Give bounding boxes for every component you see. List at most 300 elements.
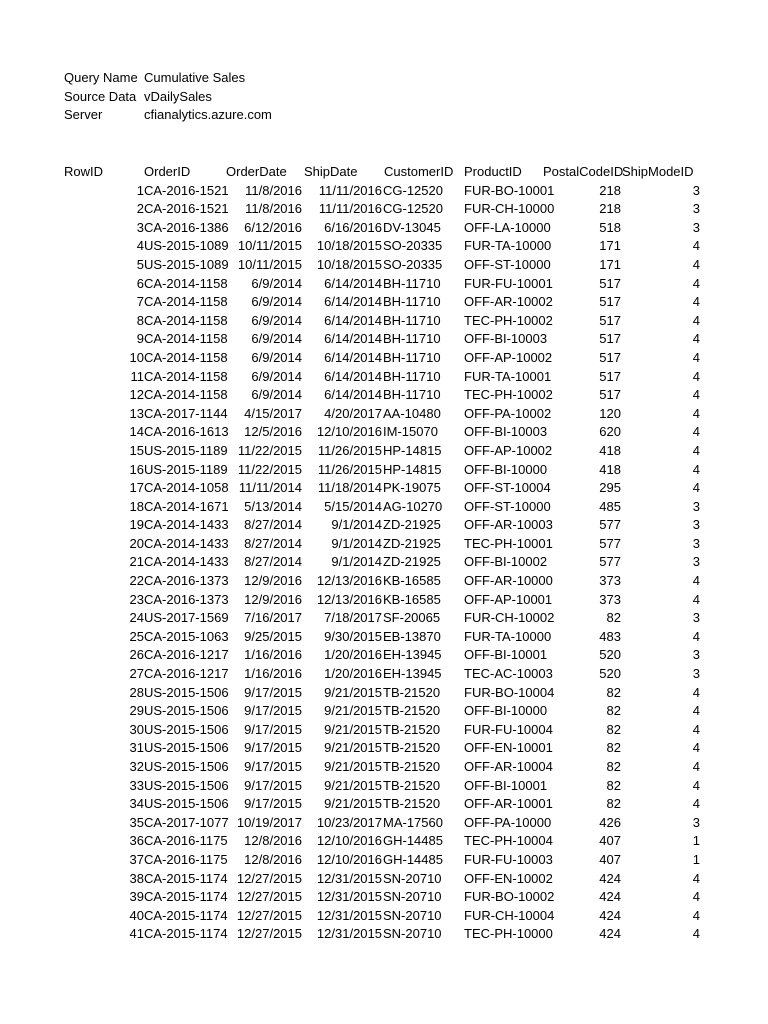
- cell-rowid[interactable]: 35: [129, 814, 144, 830]
- cell-orderid[interactable]: CA-2014-1433: [144, 535, 229, 551]
- cell-customerid[interactable]: SF-20065: [383, 610, 441, 626]
- cell-rowid[interactable]: 19: [129, 517, 144, 533]
- cell-shipmodeid[interactable]: 4: [692, 442, 700, 458]
- cell-orderdate[interactable]: 12/27/2015: [236, 889, 302, 905]
- cell-orderdate[interactable]: 11/8/2016: [245, 201, 302, 217]
- cell-postalcodeid[interactable]: 424: [599, 926, 621, 942]
- cell-postalcodeid[interactable]: 418: [599, 461, 621, 477]
- cell-productid[interactable]: OFF-ST-10000: [464, 256, 551, 272]
- cell-customerid[interactable]: DV-13045: [383, 219, 441, 235]
- cell-shipdate[interactable]: 12/13/2016: [316, 591, 382, 607]
- cell-orderid[interactable]: US-2015-1506: [144, 740, 229, 756]
- header-customerid[interactable]: CustomerID: [384, 164, 454, 179]
- cell-productid[interactable]: FUR-TA-10000: [464, 238, 552, 254]
- cell-shipdate[interactable]: 12/31/2015: [316, 907, 382, 923]
- cell-productid[interactable]: FUR-TA-10001: [464, 368, 552, 384]
- cell-orderdate[interactable]: 10/11/2015: [237, 256, 302, 272]
- cell-productid[interactable]: TEC-PH-10001: [464, 535, 553, 551]
- cell-shipmodeid[interactable]: 4: [692, 721, 700, 737]
- cell-customerid[interactable]: GH-14485: [383, 833, 443, 849]
- cell-orderid[interactable]: CA-2015-1174: [144, 907, 228, 923]
- cell-productid[interactable]: OFF-BI-10000: [464, 703, 548, 719]
- cell-productid[interactable]: OFF-BI-10000: [464, 461, 548, 477]
- cell-orderdate[interactable]: 6/9/2014: [251, 331, 302, 347]
- cell-orderid[interactable]: CA-2014-1671: [144, 498, 229, 514]
- cell-orderdate[interactable]: 11/22/2015: [237, 442, 302, 458]
- cell-customerid[interactable]: KB-16585: [383, 591, 441, 607]
- cell-productid[interactable]: OFF-AR-10001: [464, 796, 553, 812]
- cell-productid[interactable]: OFF-BI-10001: [464, 777, 548, 793]
- cell-orderdate[interactable]: 6/9/2014: [251, 387, 302, 403]
- header-postalcodeid[interactable]: PostalCodeID: [543, 164, 624, 179]
- cell-shipdate[interactable]: 6/14/2014: [324, 368, 382, 384]
- cell-orderid[interactable]: CA-2014-1158: [144, 368, 228, 384]
- query-name-value[interactable]: Cumulative Sales: [144, 70, 246, 85]
- header-shipmodeid[interactable]: ShipModeID: [622, 164, 694, 179]
- cell-customerid[interactable]: EH-13945: [383, 666, 442, 682]
- cell-shipdate[interactable]: 9/21/2015: [324, 703, 382, 719]
- cell-postalcodeid[interactable]: 424: [599, 889, 621, 905]
- cell-postalcodeid[interactable]: 171: [599, 238, 621, 254]
- cell-customerid[interactable]: BH-11710: [383, 368, 441, 384]
- cell-postalcodeid[interactable]: 426: [599, 814, 621, 830]
- cell-orderdate[interactable]: 6/9/2014: [251, 294, 302, 310]
- cell-customerid[interactable]: BH-11710: [383, 387, 441, 403]
- cell-shipmodeid[interactable]: 4: [692, 349, 700, 365]
- cell-rowid[interactable]: 14: [129, 424, 144, 440]
- cell-productid[interactable]: OFF-ST-10000: [464, 498, 551, 514]
- cell-orderdate[interactable]: 9/17/2015: [244, 721, 302, 737]
- cell-postalcodeid[interactable]: 82: [606, 777, 621, 793]
- cell-shipdate[interactable]: 9/21/2015: [324, 796, 382, 812]
- cell-rowid[interactable]: 25: [129, 628, 144, 644]
- cell-customerid[interactable]: MA-17560: [383, 814, 443, 830]
- cell-shipmodeid[interactable]: 4: [692, 740, 700, 756]
- cell-orderid[interactable]: CA-2016-1217: [144, 647, 229, 663]
- cell-productid[interactable]: TEC-PH-10002: [464, 387, 553, 403]
- cell-shipdate[interactable]: 6/14/2014: [324, 312, 382, 328]
- cell-rowid[interactable]: 18: [129, 498, 144, 514]
- cell-orderid[interactable]: CA-2016-1373: [144, 573, 229, 589]
- cell-shipmodeid[interactable]: 4: [692, 368, 700, 384]
- cell-orderid[interactable]: CA-2015-1174: [144, 889, 228, 905]
- cell-productid[interactable]: OFF-AP-10002: [464, 349, 553, 365]
- cell-orderdate[interactable]: 11/8/2016: [245, 182, 302, 198]
- cell-shipdate[interactable]: 6/16/2016: [324, 219, 382, 235]
- cell-rowid[interactable]: 11: [130, 368, 144, 384]
- cell-shipmodeid[interactable]: 4: [692, 461, 700, 477]
- cell-shipmodeid[interactable]: 4: [692, 889, 700, 905]
- cell-shipmodeid[interactable]: 3: [692, 517, 700, 533]
- cell-customerid[interactable]: TB-21520: [383, 740, 441, 756]
- cell-orderdate[interactable]: 6/12/2016: [244, 219, 302, 235]
- cell-customerid[interactable]: PK-19075: [383, 480, 441, 496]
- cell-rowid[interactable]: 10: [129, 349, 144, 365]
- cell-shipdate[interactable]: 10/18/2015: [316, 238, 382, 254]
- cell-shipmodeid[interactable]: 4: [692, 238, 700, 254]
- cell-customerid[interactable]: BH-11710: [383, 275, 441, 291]
- cell-shipmodeid[interactable]: 4: [692, 256, 700, 272]
- cell-orderid[interactable]: CA-2016-1217: [144, 666, 229, 682]
- cell-shipmodeid[interactable]: 4: [692, 796, 700, 812]
- cell-postalcodeid[interactable]: 620: [599, 424, 621, 440]
- cell-postalcodeid[interactable]: 295: [599, 480, 621, 496]
- cell-shipdate[interactable]: 1/20/2016: [324, 666, 382, 682]
- cell-shipdate[interactable]: 6/14/2014: [324, 387, 382, 403]
- cell-customerid[interactable]: EB-13870: [383, 628, 441, 644]
- cell-postalcodeid[interactable]: 483: [599, 628, 621, 644]
- cell-orderdate[interactable]: 12/9/2016: [244, 591, 302, 607]
- cell-shipdate[interactable]: 9/30/2015: [324, 628, 382, 644]
- cell-shipdate[interactable]: 12/10/2016: [316, 851, 382, 867]
- cell-postalcodeid[interactable]: 218: [599, 182, 621, 198]
- cell-rowid[interactable]: 15: [129, 442, 144, 458]
- cell-orderid[interactable]: CA-2015-1174: [144, 926, 228, 942]
- cell-orderdate[interactable]: 7/16/2017: [244, 610, 302, 626]
- cell-rowid[interactable]: 3: [136, 219, 144, 235]
- cell-productid[interactable]: FUR-TA-10000: [464, 628, 552, 644]
- cell-shipdate[interactable]: 6/14/2014: [324, 331, 382, 347]
- cell-orderdate[interactable]: 12/27/2015: [236, 926, 302, 942]
- cell-orderid[interactable]: CA-2017-1144: [144, 405, 228, 421]
- cell-orderid[interactable]: CA-2014-1158: [144, 312, 228, 328]
- cell-postalcodeid[interactable]: 517: [599, 312, 621, 328]
- cell-rowid[interactable]: 8: [136, 312, 144, 328]
- cell-orderid[interactable]: CA-2016-1521: [144, 182, 229, 198]
- cell-shipmodeid[interactable]: 3: [692, 535, 700, 551]
- cell-productid[interactable]: OFF-BI-10002: [464, 554, 548, 570]
- cell-shipmodeid[interactable]: 1: [692, 833, 700, 849]
- cell-shipdate[interactable]: 9/21/2015: [324, 759, 382, 774]
- cell-postalcodeid[interactable]: 517: [599, 349, 621, 365]
- cell-postalcodeid[interactable]: 82: [606, 610, 621, 626]
- cell-orderdate[interactable]: 12/8/2016: [244, 833, 302, 849]
- cell-customerid[interactable]: TB-21520: [383, 721, 441, 737]
- cell-shipdate[interactable]: 11/11/2016: [318, 182, 382, 198]
- cell-shipmodeid[interactable]: 3: [692, 610, 700, 626]
- header-orderdate[interactable]: OrderDate: [226, 164, 287, 179]
- header-shipdate[interactable]: ShipDate: [304, 164, 358, 179]
- cell-customerid[interactable]: TB-21520: [383, 777, 441, 793]
- cell-shipdate[interactable]: 11/26/2015: [317, 461, 382, 477]
- cell-customerid[interactable]: TB-21520: [383, 759, 441, 774]
- cell-rowid[interactable]: 28: [129, 684, 144, 700]
- server-label[interactable]: Server: [64, 107, 103, 122]
- cell-shipmodeid[interactable]: 4: [692, 573, 700, 589]
- cell-orderid[interactable]: CA-2014-1433: [144, 517, 229, 533]
- cell-customerid[interactable]: SN-20710: [383, 889, 442, 905]
- cell-orderid[interactable]: CA-2016-1386: [144, 219, 229, 235]
- cell-productid[interactable]: FUR-CH-10002: [464, 610, 555, 626]
- source-data-value[interactable]: vDailySales: [144, 88, 212, 104]
- cell-shipmodeid[interactable]: 3: [692, 182, 700, 198]
- cell-shipmodeid[interactable]: 4: [692, 759, 700, 774]
- cell-shipmodeid[interactable]: 4: [692, 591, 700, 607]
- cell-rowid[interactable]: 26: [129, 647, 144, 663]
- cell-rowid[interactable]: 13: [129, 405, 144, 421]
- cell-shipdate[interactable]: 10/23/2017: [316, 814, 382, 830]
- cell-customerid[interactable]: SN-20710: [383, 926, 442, 942]
- cell-customerid[interactable]: SO-20335: [383, 238, 443, 254]
- cell-orderdate[interactable]: 11/11/2014: [238, 480, 302, 496]
- cell-customerid[interactable]: ZD-21925: [383, 535, 441, 551]
- cell-productid[interactable]: FUR-BO-10004: [464, 684, 555, 700]
- cell-shipmodeid[interactable]: 3: [692, 666, 700, 682]
- cell-postalcodeid[interactable]: 418: [599, 442, 621, 458]
- cell-postalcodeid[interactable]: 517: [599, 294, 621, 310]
- cell-productid[interactable]: OFF-BI-10001: [464, 647, 548, 663]
- cell-postalcodeid[interactable]: 373: [599, 591, 621, 607]
- cell-productid[interactable]: OFF-LA-10000: [464, 219, 551, 235]
- cell-productid[interactable]: OFF-AR-10000: [464, 573, 553, 589]
- cell-shipdate[interactable]: 11/11/2016: [318, 201, 382, 217]
- cell-productid[interactable]: OFF-AR-10004: [464, 759, 553, 774]
- cell-orderdate[interactable]: 12/5/2016: [244, 424, 302, 440]
- cell-orderdate[interactable]: 11/22/2015: [237, 461, 302, 477]
- cell-productid[interactable]: OFF-AP-10002: [464, 442, 553, 458]
- cell-rowid[interactable]: 1: [136, 182, 144, 198]
- cell-orderid[interactable]: CA-2016-1521: [144, 201, 229, 217]
- cell-shipdate[interactable]: 4/20/2017: [324, 405, 382, 421]
- cell-shipdate[interactable]: 12/31/2015: [316, 926, 382, 942]
- cell-productid[interactable]: FUR-CH-10000: [464, 201, 555, 217]
- header-rowid[interactable]: RowID: [64, 164, 104, 179]
- cell-customerid[interactable]: IM-15070: [383, 424, 438, 440]
- cell-postalcodeid[interactable]: 82: [606, 759, 621, 774]
- cell-postalcodeid[interactable]: 424: [599, 870, 621, 886]
- cell-orderdate[interactable]: 9/17/2015: [244, 759, 302, 774]
- header-orderid[interactable]: OrderID: [144, 164, 191, 179]
- cell-postalcodeid[interactable]: 82: [606, 740, 621, 756]
- cell-productid[interactable]: OFF-AR-10003: [464, 517, 553, 533]
- cell-orderid[interactable]: US-2015-1506: [144, 759, 229, 774]
- cell-rowid[interactable]: 12: [129, 387, 144, 403]
- cell-orderid[interactable]: US-2015-1189: [144, 461, 228, 477]
- cell-customerid[interactable]: TB-21520: [383, 684, 441, 700]
- cell-productid[interactable]: OFF-EN-10001: [464, 740, 553, 756]
- cell-orderid[interactable]: CA-2014-1158: [144, 294, 228, 310]
- cell-shipmodeid[interactable]: 3: [692, 814, 700, 830]
- cell-shipmodeid[interactable]: 4: [692, 405, 700, 421]
- cell-productid[interactable]: FUR-FU-10004: [464, 721, 553, 737]
- cell-customerid[interactable]: AG-10270: [383, 498, 443, 514]
- cell-shipdate[interactable]: 9/21/2015: [324, 684, 382, 700]
- cell-rowid[interactable]: 32: [129, 759, 144, 774]
- cell-shipmodeid[interactable]: 4: [692, 275, 700, 291]
- cell-rowid[interactable]: 40: [129, 907, 144, 923]
- cell-rowid[interactable]: 4: [136, 238, 144, 254]
- cell-orderid[interactable]: CA-2014-1158: [144, 275, 228, 291]
- cell-rowid[interactable]: 16: [129, 461, 144, 477]
- cell-rowid[interactable]: 22: [129, 573, 144, 589]
- cell-customerid[interactable]: SN-20710: [383, 907, 442, 923]
- cell-shipmodeid[interactable]: 3: [692, 498, 700, 514]
- cell-productid[interactable]: FUR-BO-10001: [464, 182, 555, 198]
- cell-rowid[interactable]: 21: [129, 554, 144, 570]
- cell-postalcodeid[interactable]: 517: [599, 331, 621, 347]
- cell-shipmodeid[interactable]: 4: [692, 387, 700, 403]
- cell-orderid[interactable]: CA-2015-1174: [144, 870, 228, 886]
- cell-shipdate[interactable]: 9/21/2015: [324, 777, 382, 793]
- cell-postalcodeid[interactable]: 577: [599, 554, 621, 570]
- cell-customerid[interactable]: AA-10480: [383, 405, 441, 421]
- cell-postalcodeid[interactable]: 517: [599, 275, 621, 291]
- cell-productid[interactable]: OFF-PA-10002: [464, 405, 552, 421]
- cell-productid[interactable]: OFF-EN-10002: [464, 870, 553, 886]
- cell-shipdate[interactable]: 5/15/2014: [324, 498, 382, 514]
- cell-customerid[interactable]: TB-21520: [383, 796, 441, 812]
- cell-orderid[interactable]: CA-2014-1158: [144, 349, 228, 365]
- source-data-label[interactable]: Source Data: [64, 88, 137, 104]
- header-productid[interactable]: ProductID: [464, 164, 522, 179]
- cell-orderid[interactable]: US-2015-1506: [144, 703, 229, 719]
- cell-shipdate[interactable]: 6/14/2014: [324, 294, 382, 310]
- cell-shipmodeid[interactable]: 3: [692, 647, 700, 663]
- cell-postalcodeid[interactable]: 577: [599, 517, 621, 533]
- cell-orderdate[interactable]: 9/17/2015: [244, 740, 302, 756]
- cell-orderdate[interactable]: 6/9/2014: [251, 275, 302, 291]
- cell-shipmodeid[interactable]: 4: [692, 294, 700, 310]
- cell-customerid[interactable]: BH-11710: [383, 312, 441, 328]
- cell-orderdate[interactable]: 9/17/2015: [244, 684, 302, 700]
- cell-orderdate[interactable]: 6/9/2014: [251, 312, 302, 328]
- cell-shipmodeid[interactable]: 4: [692, 312, 700, 328]
- cell-rowid[interactable]: 20: [129, 535, 144, 551]
- cell-shipdate[interactable]: 9/1/2014: [331, 517, 382, 533]
- cell-orderid[interactable]: US-2015-1506: [144, 777, 229, 793]
- cell-orderid[interactable]: US-2015-1506: [144, 721, 229, 737]
- cell-shipdate[interactable]: 12/13/2016: [316, 573, 382, 589]
- cell-shipmodeid[interactable]: 1: [692, 851, 700, 867]
- server-value[interactable]: cfianalytics.azure.com: [144, 107, 272, 122]
- cell-orderid[interactable]: US-2015-1506: [144, 684, 229, 700]
- cell-shipdate[interactable]: 12/10/2016: [316, 833, 382, 849]
- cell-orderdate[interactable]: 12/8/2016: [244, 851, 302, 867]
- cell-postalcodeid[interactable]: 82: [606, 703, 621, 719]
- cell-orderid[interactable]: CA-2015-1063: [144, 628, 229, 644]
- cell-shipdate[interactable]: 12/10/2016: [316, 424, 382, 440]
- cell-orderdate[interactable]: 12/9/2016: [244, 573, 302, 589]
- cell-customerid[interactable]: BH-11710: [383, 331, 441, 347]
- cell-customerid[interactable]: CG-12520: [383, 201, 443, 217]
- cell-orderdate[interactable]: 4/15/2017: [244, 405, 302, 421]
- cell-orderdate[interactable]: 10/11/2015: [237, 238, 302, 254]
- cell-postalcodeid[interactable]: 407: [599, 833, 621, 849]
- cell-rowid[interactable]: 5: [136, 256, 144, 272]
- cell-postalcodeid[interactable]: 82: [606, 796, 621, 812]
- cell-orderid[interactable]: CA-2016-1613: [144, 424, 229, 440]
- cell-orderdate[interactable]: 12/27/2015: [236, 870, 302, 886]
- cell-productid[interactable]: OFF-AP-10001: [464, 591, 553, 607]
- cell-productid[interactable]: FUR-FU-10001: [464, 275, 553, 291]
- cell-postalcodeid[interactable]: 520: [599, 647, 621, 663]
- cell-productid[interactable]: FUR-FU-10003: [464, 851, 553, 867]
- cell-productid[interactable]: TEC-AC-10003: [464, 666, 553, 682]
- cell-shipdate[interactable]: 11/18/2014: [317, 480, 382, 496]
- cell-shipmodeid[interactable]: 4: [692, 870, 700, 886]
- cell-productid[interactable]: TEC-PH-10004: [464, 833, 553, 849]
- cell-rowid[interactable]: 7: [136, 294, 144, 310]
- cell-rowid[interactable]: 41: [129, 926, 144, 942]
- cell-shipmodeid[interactable]: 4: [692, 628, 700, 644]
- cell-postalcodeid[interactable]: 518: [599, 219, 621, 235]
- cell-customerid[interactable]: ZD-21925: [383, 554, 441, 570]
- cell-customerid[interactable]: GH-14485: [383, 851, 443, 867]
- cell-shipdate[interactable]: 6/14/2014: [324, 349, 382, 365]
- cell-orderdate[interactable]: 8/27/2014: [244, 554, 302, 570]
- cell-orderid[interactable]: CA-2016-1175: [144, 851, 228, 867]
- cell-orderid[interactable]: US-2015-1506: [144, 796, 229, 812]
- cell-postalcodeid[interactable]: 424: [599, 907, 621, 923]
- cell-customerid[interactable]: TB-21520: [383, 703, 441, 719]
- cell-customerid[interactable]: SO-20335: [383, 256, 443, 272]
- cell-customerid[interactable]: SN-20710: [383, 870, 442, 886]
- cell-customerid[interactable]: ZD-21925: [383, 517, 441, 533]
- cell-orderid[interactable]: US-2015-1089: [144, 238, 229, 254]
- cell-postalcodeid[interactable]: 218: [599, 201, 621, 217]
- cell-rowid[interactable]: 24: [129, 610, 144, 626]
- cell-orderdate[interactable]: 10/19/2017: [236, 814, 302, 830]
- cell-shipdate[interactable]: 9/21/2015: [324, 721, 382, 737]
- cell-shipdate[interactable]: 6/14/2014: [324, 275, 382, 291]
- cell-shipmodeid[interactable]: 4: [692, 703, 700, 719]
- cell-orderid[interactable]: CA-2017-1077: [144, 814, 229, 830]
- cell-orderid[interactable]: US-2017-1569: [144, 610, 229, 626]
- cell-rowid[interactable]: 17: [129, 480, 144, 496]
- cell-postalcodeid[interactable]: 517: [599, 387, 621, 403]
- cell-customerid[interactable]: BH-11710: [383, 294, 441, 310]
- cell-shipdate[interactable]: 1/20/2016: [324, 647, 382, 663]
- cell-productid[interactable]: TEC-PH-10000: [464, 926, 553, 942]
- cell-shipdate[interactable]: 11/26/2015: [317, 442, 382, 458]
- cell-shipmodeid[interactable]: 4: [692, 480, 700, 496]
- cell-rowid[interactable]: 30: [129, 721, 144, 737]
- cell-orderid[interactable]: CA-2014-1433: [144, 554, 229, 570]
- cell-orderdate[interactable]: 1/16/2016: [244, 666, 302, 682]
- cell-rowid[interactable]: 33: [129, 777, 144, 793]
- cell-orderdate[interactable]: 9/17/2015: [244, 796, 302, 812]
- cell-rowid[interactable]: 9: [136, 331, 144, 347]
- cell-customerid[interactable]: KB-16585: [383, 573, 441, 589]
- cell-shipdate[interactable]: 12/31/2015: [316, 870, 382, 886]
- cell-orderdate[interactable]: 5/13/2014: [244, 498, 302, 514]
- cell-shipdate[interactable]: 12/31/2015: [316, 889, 382, 905]
- cell-orderid[interactable]: CA-2014-1058: [144, 480, 229, 496]
- cell-orderdate[interactable]: 9/17/2015: [244, 703, 302, 719]
- cell-shipdate[interactable]: 10/18/2015: [316, 256, 382, 272]
- cell-postalcodeid[interactable]: 577: [599, 535, 621, 551]
- cell-productid[interactable]: OFF-BI-10003: [464, 331, 548, 347]
- cell-orderdate[interactable]: 1/16/2016: [244, 647, 302, 663]
- cell-orderid[interactable]: US-2015-1189: [144, 442, 228, 458]
- cell-customerid[interactable]: CG-12520: [383, 182, 443, 198]
- cell-orderdate[interactable]: 9/25/2015: [244, 628, 302, 644]
- cell-shipdate[interactable]: 9/21/2015: [324, 740, 382, 756]
- query-name-label[interactable]: Query Name: [64, 70, 138, 85]
- cell-postalcodeid[interactable]: 82: [606, 721, 621, 737]
- cell-orderdate[interactable]: 12/27/2015: [236, 907, 302, 923]
- cell-shipmodeid[interactable]: 3: [692, 219, 700, 235]
- cell-rowid[interactable]: 34: [129, 796, 144, 812]
- cell-shipmodeid[interactable]: 4: [692, 331, 700, 347]
- cell-productid[interactable]: FUR-CH-10004: [464, 907, 555, 923]
- cell-orderid[interactable]: CA-2014-1158: [144, 387, 228, 403]
- cell-postalcodeid[interactable]: 407: [599, 851, 621, 867]
- cell-orderid[interactable]: CA-2016-1175: [144, 833, 228, 849]
- cell-customerid[interactable]: HP-14815: [383, 461, 442, 477]
- cell-productid[interactable]: OFF-ST-10004: [464, 480, 551, 496]
- cell-orderdate[interactable]: 8/27/2014: [244, 517, 302, 533]
